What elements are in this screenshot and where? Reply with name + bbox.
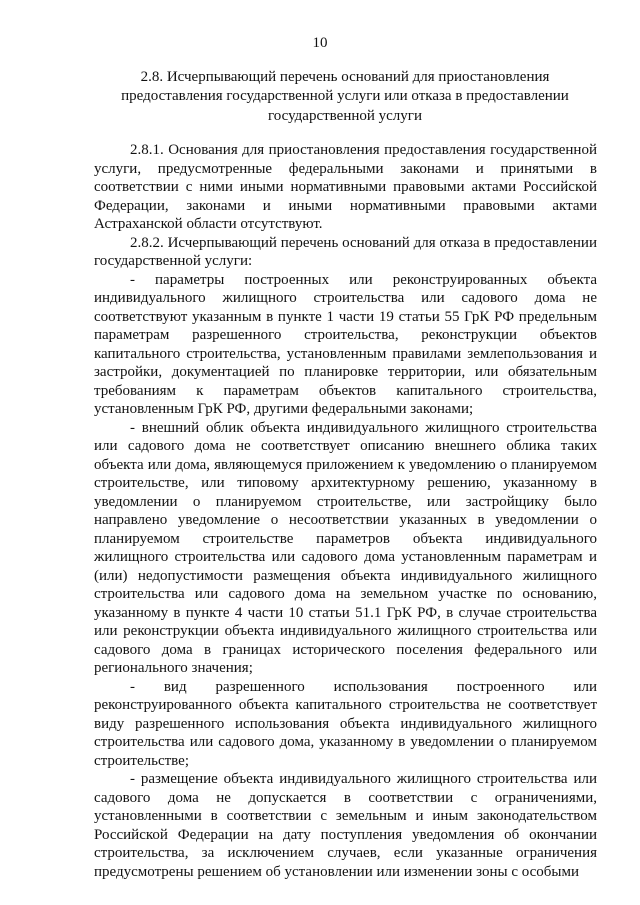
paragraph-2-8-2: 2.8.2. Исчерпывающий перечень оснований для отказа в предоставлении государственной услуги:	[94, 234, 597, 269]
list-item: - размещение объекта индивидуального жилищного строительства или садового дома не допускается в соответствии с ограничениями, установленными в соответствии с земельным и иным законодательством Российской Федерации на дату поступления уведомления об окончании строительства, за исключением случаев, если указанные ограничения предусмотрены решением об установлении или изменении зоны с особыми	[94, 771, 597, 880]
paragraph-2-8-1: 2.8.1. Основания для приостановления предоставления государственной услуги, предусмотренные федеральными законами и принятыми в соответствии с ними иными нормативными правовыми актами Российской Федерации, законами и иными нормативными правовыми актами Астраханской области отсутствуют.	[94, 142, 597, 232]
section-heading: 2.8. Исчерпывающий перечень оснований для приостановления предоставления государственной услуги или отказа в предоставлении государственной услуги	[121, 69, 569, 124]
page-number: 10	[312, 35, 328, 51]
document-body	[94, 141, 597, 881]
list-item: - вид разрешенного использования построенного или реконструированного объекта капитального строительства не соответствует виду разрешенного использования объекта индивидуального жилищного строительства или садового дома, указанному в уведомлении о планируемом строительстве;	[94, 678, 597, 769]
list-item: - параметры построенных или реконструированных объекта индивидуального жилищного строительства или садового дома не соответствуют указанным в пункте 1 части 19 статьи 55 ГрК РФ предельным параметрам разрешенного строительства, реконструкции объектов капитального строительства, установленным правилами землепользования и застройки, документацией по планировке территории, или обязательным требованиям к параметрам объектов капитального строительства, установленным ГрК РФ, другими федеральными законами;	[94, 271, 597, 417]
list-item: - внешний облик объекта индивидуального жилищного строительства или садового дома не соответствует описанию внешнего облика таких объекта или дома, являющемуся приложением к уведомлению о планируемом строительстве, или типовому архитектурному решению, указанному в уведомлении о планируемом строительстве, или застройщику было направлено уведомление о несоответствии указанных в уведомлении о планируемом строительстве параметров объекта индивидуального жилищного строительства или садового дома установленным параметрам и (или) недопустимости размещения объекта индивидуального жилищного строительства или садового дома на земельном участке по основанию, указанному в пункте 4 части 10 статьи 51.1 ГрК РФ, в случае строительства или реконструкции объекта индивидуального жилищного строительства или садового дома в границах исторического поселения федерального или регионального значения;	[94, 419, 597, 676]
